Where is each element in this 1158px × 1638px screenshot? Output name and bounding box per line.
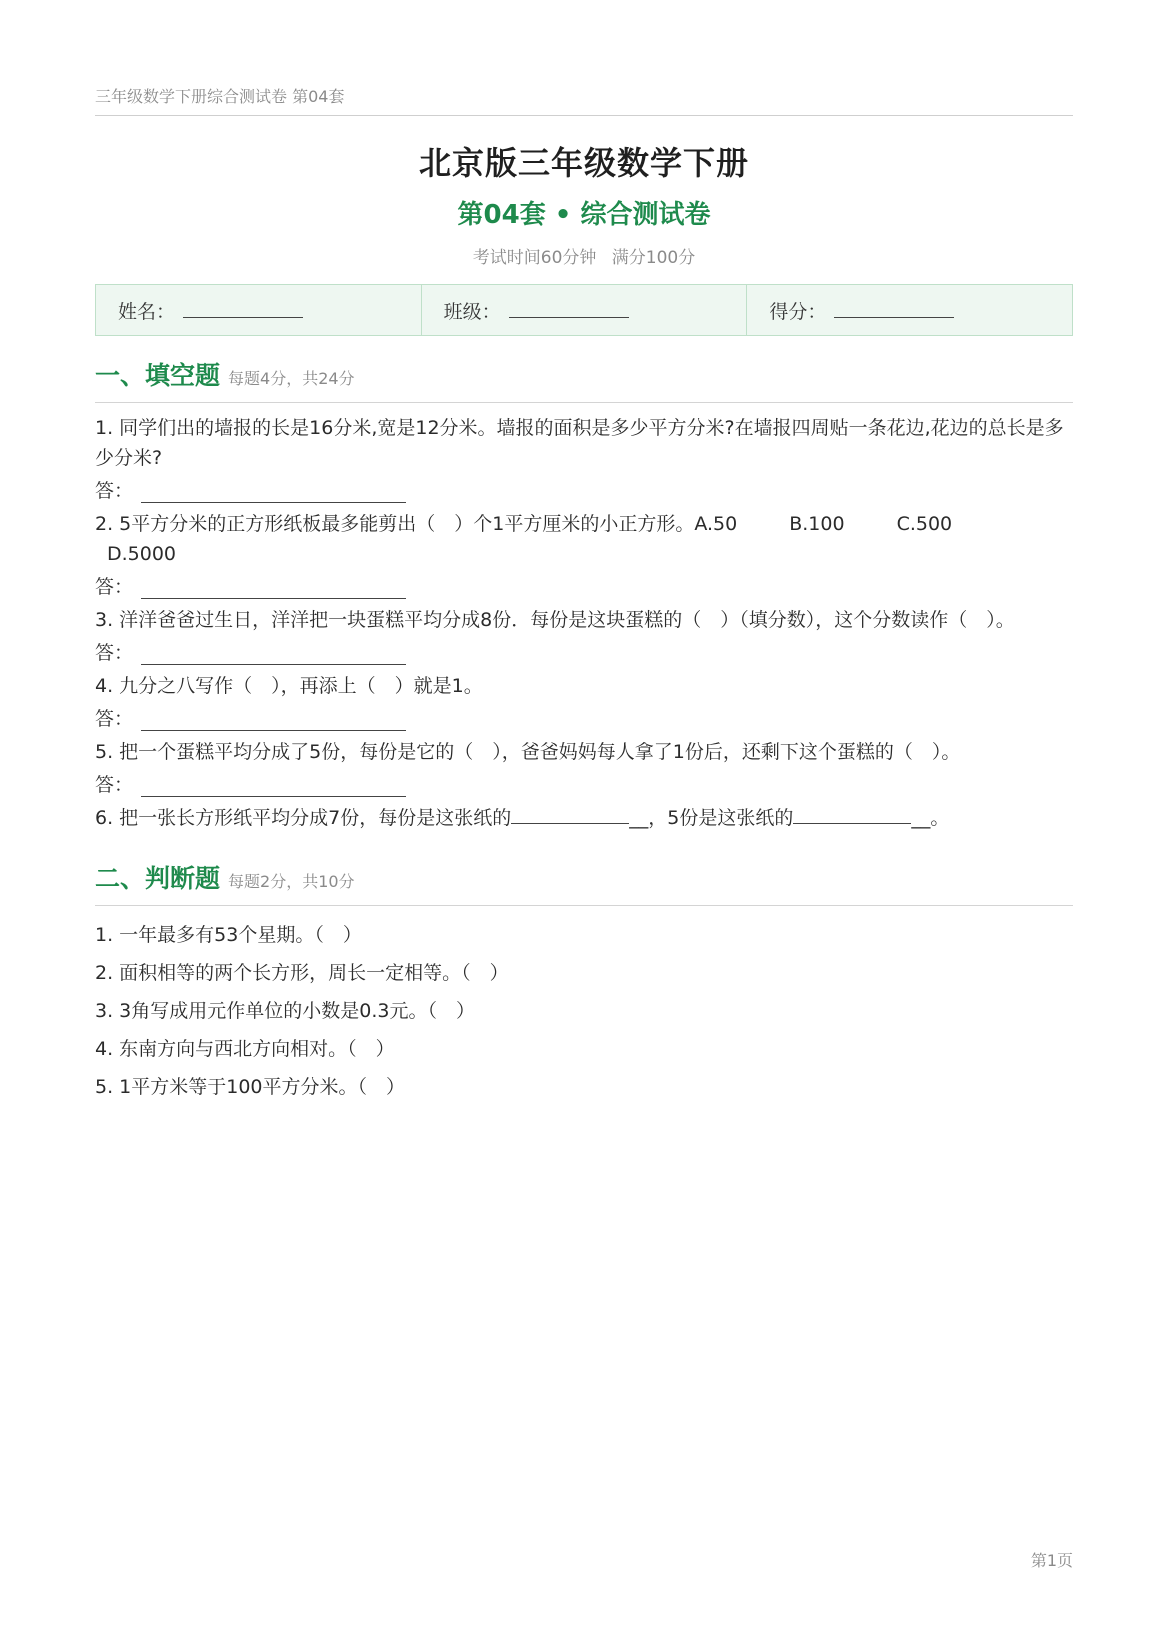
question-3 — [95, 605, 1073, 665]
answer-label: 答： — [95, 480, 134, 502]
section-note: 每题4分，共24分 — [228, 369, 355, 388]
worksheet-page — [95, 0, 1073, 1106]
name-label: 姓名： — [118, 300, 176, 323]
question-stem-2: __，5份是这张纸的 — [629, 807, 794, 829]
question-text — [95, 509, 1073, 539]
answer-row — [95, 767, 1073, 797]
question-text: 1. 同学们出的墙报的长是16分米,宽是12分米。墙报的面积是多少平方分米?在墙报四周贴一条花边,花边的总长是多少分米? — [95, 417, 1064, 469]
class-field[interactable] — [509, 303, 629, 318]
question-4 — [95, 671, 1073, 731]
choice-c: C.500 — [896, 513, 953, 535]
answer-label: 答： — [95, 774, 134, 796]
question-6 — [95, 803, 1073, 833]
question-1 — [95, 413, 1073, 503]
fill-blank-questions — [95, 413, 1073, 833]
true-false-questions — [95, 916, 1073, 1106]
answer-label: 答： — [95, 708, 134, 730]
answer-row — [95, 569, 1073, 599]
question-stem: 2. 5平方分米的正方形纸板最多能剪出（ ）个1平方厘米的小正方形。A.50 — [95, 513, 738, 535]
question-text: 5. 把一个蛋糕平均分成了5份，每份是它的（ ），爸爸妈妈每人拿了1份后，还剩下这个蛋糕的（ ）。 — [95, 741, 961, 763]
answer-label: 答： — [95, 642, 134, 664]
answer-field[interactable] — [141, 710, 406, 731]
tf-question-4: 4. 东南方向与西北方向相对。（ ） — [95, 1038, 395, 1060]
class-cell — [421, 285, 747, 335]
page-number: 第1页 — [1030, 1551, 1073, 1570]
choice-b: B.100 — [789, 513, 845, 535]
page-title: 北京版三年级数学下册 — [418, 144, 749, 182]
tf-question-5: 5. 1平方米等于100平方分米。（ ） — [95, 1076, 406, 1098]
class-label: 班级： — [443, 300, 501, 323]
score-cell — [746, 285, 1072, 335]
section-note: 每题2分，共10分 — [228, 872, 355, 891]
question-text: 4. 九分之八写作（ ），再添上（ ）就是1。 — [95, 675, 483, 697]
exam-info: 考试时间60分钟 满分100分 — [472, 248, 696, 268]
question-2 — [95, 509, 1073, 599]
score-label: 得分： — [769, 300, 827, 323]
page-subtitle: 第04套 • 综合测试卷 — [457, 200, 711, 230]
answer-row — [95, 473, 1073, 503]
question-stem-3: __。 — [911, 807, 950, 829]
section-title: 二、判断题 — [95, 864, 221, 893]
answer-row — [95, 635, 1073, 665]
blank-field[interactable] — [793, 805, 911, 824]
student-info-box — [95, 284, 1073, 336]
answer-field[interactable] — [141, 482, 406, 503]
answer-row — [95, 701, 1073, 731]
question-5 — [95, 737, 1073, 797]
name-field[interactable] — [183, 303, 303, 318]
blank-field[interactable] — [511, 805, 629, 824]
question-text: 3. 洋洋爸爸过生日，洋洋把一块蛋糕平均分成8份．每份是这块蛋糕的（ ）（填分数），这个分数读作（ ）。 — [95, 609, 1015, 631]
section-title: 一、填空题 — [95, 361, 221, 390]
answer-label: 答： — [95, 576, 134, 598]
tf-question-1: 1. 一年最多有53个星期。（ ） — [95, 924, 362, 946]
running-header: 三年级数学下册综合测试卷 第04套 — [95, 84, 1073, 116]
answer-field[interactable] — [141, 776, 406, 797]
answer-field[interactable] — [141, 578, 406, 599]
question-stem: 6. 把一张长方形纸平均分成7份，每份是这张纸的 — [95, 807, 512, 829]
answer-field[interactable] — [141, 644, 406, 665]
name-cell — [96, 285, 421, 335]
tf-question-2: 2. 面积相等的两个长方形，周长一定相等。（ ） — [95, 962, 509, 984]
choice-d: D.5000 — [107, 543, 177, 565]
score-field[interactable] — [834, 303, 954, 318]
tf-question-3: 3. 3角写成用元作单位的小数是0.3元。（ ） — [95, 1000, 475, 1022]
section-true-false-header — [95, 859, 1073, 906]
section-fill-blank-header — [95, 356, 1073, 403]
question-text — [95, 803, 1073, 833]
